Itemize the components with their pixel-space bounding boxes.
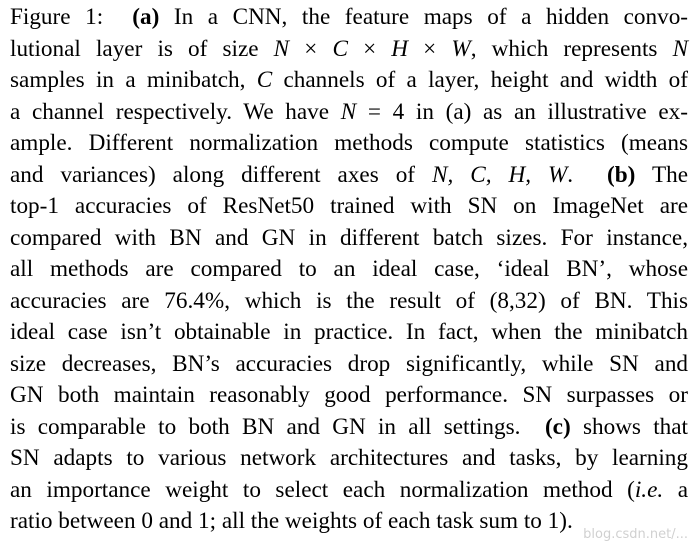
caption-text: (b) — [607, 161, 636, 188]
caption-text: N — [340, 98, 357, 125]
caption-line — [10, 65, 688, 97]
caption-text: W — [451, 35, 471, 62]
caption-line — [10, 223, 688, 255]
caption-text: and variances) along different axes of — [10, 161, 432, 188]
caption-text: C — [256, 67, 273, 93]
caption-text: (a) — [132, 4, 160, 30]
caption-text: × — [347, 35, 392, 62]
caption-text: N — [273, 35, 290, 62]
caption-text: i.e. — [634, 476, 664, 503]
caption-line — [10, 2, 688, 34]
caption-text: In a CNN, the feature maps of a hidden convo- — [159, 4, 689, 30]
caption-text: an importance weight to select each normalization method ( — [10, 476, 635, 503]
caption-line — [10, 443, 688, 475]
caption-line — [10, 349, 688, 381]
caption-text: × — [289, 35, 333, 62]
caption-lines — [10, 2, 688, 538]
caption-text: shows that — [570, 413, 689, 440]
caption-text: ample. Different normalization methods compute statistics (means — [10, 130, 688, 156]
caption-text: GN both maintain reasonably good performance. SN surpasses or — [10, 382, 688, 408]
caption-text: all methods are compared to an ideal case, ‘ideal BN’, whose — [10, 256, 688, 282]
caption-text: H — [391, 35, 409, 62]
caption-line — [10, 412, 688, 444]
caption-text: The — [635, 161, 688, 188]
caption-text: . — [567, 161, 608, 188]
caption-text: , which represents — [470, 35, 673, 62]
caption-text: C — [332, 35, 348, 62]
caption-line — [10, 475, 688, 507]
caption-text: channels of a layer, height and width of — [272, 67, 688, 93]
caption-line — [10, 97, 688, 129]
caption-text: ratio between 0 and 1; all the weights of each task sum to 1). — [10, 508, 573, 534]
caption-text: lutional layer is of size — [10, 35, 274, 62]
caption-text: = 4 in (a) as an illustrative ex- — [356, 98, 688, 125]
caption-text: size decreases, BN’s accuracies drop significantly, while SN and — [10, 350, 688, 377]
caption-text: SN adapts to various network architectures and tasks, by learning — [10, 445, 688, 471]
caption-text: Figure 1: — [10, 4, 133, 30]
caption-text: × — [408, 35, 452, 62]
caption-text: samples in a minibatch, — [10, 67, 257, 93]
caption-line — [10, 286, 688, 318]
caption-line — [10, 160, 688, 192]
caption-text: a channel respectively. We have — [10, 98, 341, 125]
caption-text: a — [663, 476, 688, 503]
caption-text: (c) — [544, 413, 571, 440]
watermark: blog.csdn.net/... — [583, 527, 688, 542]
caption-line — [10, 254, 688, 286]
caption-text: is comparable to both BN and GN in all settings. — [10, 413, 545, 440]
caption-line — [10, 380, 688, 412]
figure-caption — [10, 2, 688, 538]
caption-text: ideal case isn’t obtainable in practice. In fact, when the minibatch — [10, 319, 688, 345]
caption-line — [10, 317, 688, 349]
caption-line — [10, 34, 688, 66]
caption-text: N — [672, 35, 689, 62]
caption-text: accuracies are 76.4%, which is the result of (8,32) of BN. This — [10, 287, 688, 314]
caption-line — [10, 191, 688, 223]
caption-text: top-1 accuracies of ResNet50 trained with SN on ImageNet are — [10, 193, 688, 219]
caption-line — [10, 128, 688, 160]
caption-text: N, C, H, W — [432, 161, 568, 188]
caption-text: compared with BN and GN in different batch sizes. For instance, — [10, 224, 688, 251]
